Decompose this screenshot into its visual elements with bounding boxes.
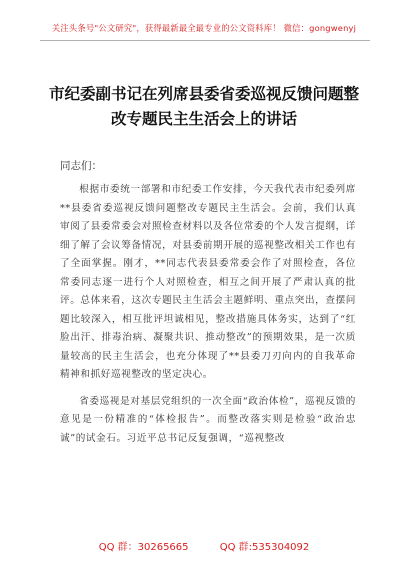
footer-qq-group-1: QQ 群：30265665 — [98, 542, 189, 553]
document-body — [60, 181, 356, 456]
body-paragraph-2: 省委巡视是对基层党组织的一次全面“政治体检”，巡视反馈的意见是一份精准的“体检报告”。而整改落实则是检验“政治忠诚”的试金石。习近平总书记反复强调，“巡视整改 — [60, 395, 356, 444]
document-title: 市纪委副书记在列席县委省委巡视反馈问题整改专题民主生活会上的讲话 — [48, 85, 359, 128]
footer-contact — [0, 538, 408, 553]
footer-qq-group-2: QQ 群:535304092 — [219, 542, 310, 553]
body-paragraph-1: 根据市委统一部署和市纪委工作安排，今天我代表市纪委列席**县委省委巡视反馈问题整改专题民主生活会。会前，我们认真审阅了县委常委会对照检查材料以及各位常委的个人发言提纲，详细了解了会议筹备情况，对县委前期开展的巡视整改相关工作也有了全面掌握。刚才，**同志代表县委常委会作了对照检查，各位常委同志逐一进行个人对照检查，相互之间开展了严肃认真的批评。总体来看，这次专题民主生活会主题鲜明、重点突出，查摆问题比较深入，相互批评坦诚相见，整改措施具体务实，达到了“红脸出汗、排毒治病、凝聚共识、推动整改”的预期效果，是一次质量较高的民主生活会，也充分体现了**县委刀刃向内的自我革命精神和抓好巡视整改的坚定决心。 — [60, 184, 356, 380]
salutation: 同志们： — [60, 160, 102, 172]
header-banner: 关注头条号"公文研究"，获得最新最全最专业的公文资料库！ 微信：gongwenyj — [51, 23, 357, 33]
header-divider — [40, 40, 370, 41]
